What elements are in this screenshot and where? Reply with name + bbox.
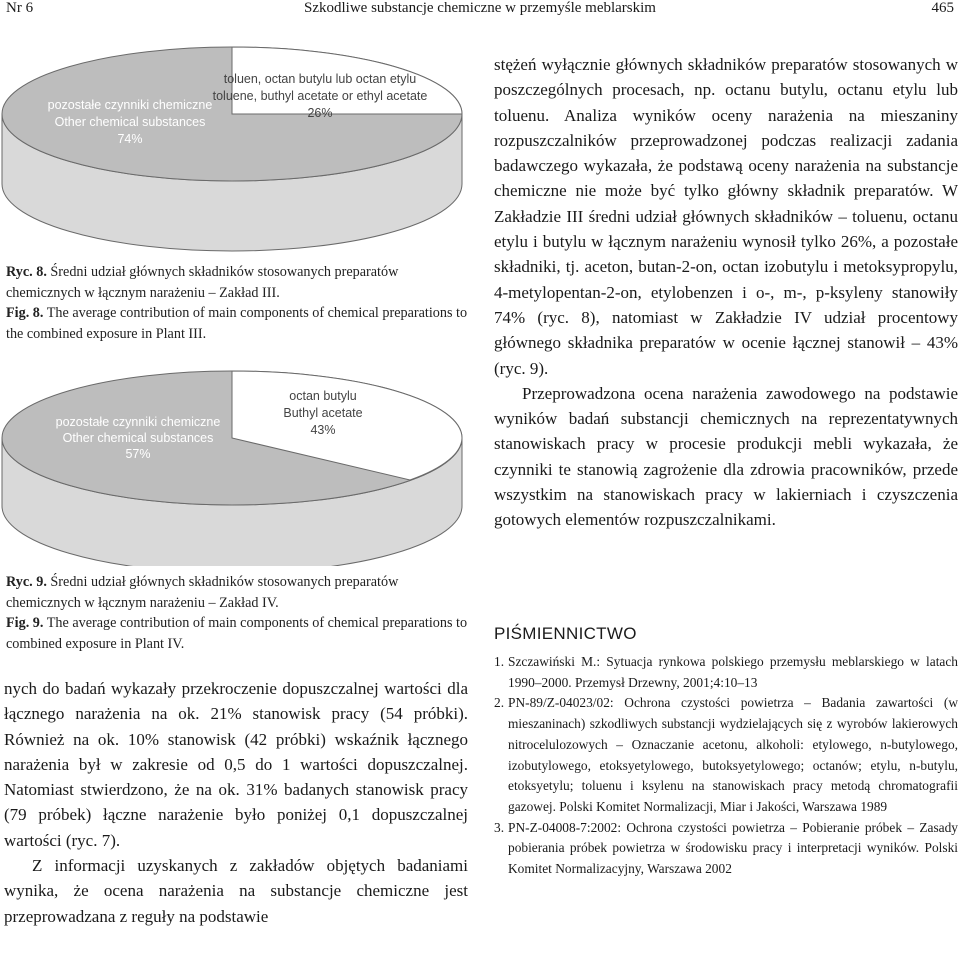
reference-number: 1. <box>494 654 505 669</box>
reference-item <box>494 693 958 817</box>
fig8-label-other-en: Other chemical substances <box>54 115 206 129</box>
fig9-label-main-pl: octan butylu <box>289 389 357 403</box>
fig9-caption-pl <box>6 572 468 613</box>
references-heading: PIŚMIENNICTWO <box>494 624 637 643</box>
fig8-label-main-pl: toluen, octan butylu lub octan etylu <box>223 72 417 86</box>
fig8-caption-en <box>6 303 468 344</box>
right-column-text <box>494 52 958 533</box>
page-number: 465 <box>931 0 954 16</box>
fig9-pie-chart <box>0 366 470 566</box>
fig8-tag-pl: Ryc. 8. <box>6 264 47 280</box>
right-paragraph-2: Przeprowadzona ocena narażenia zawodowego na podstawie wyników badań substancji chemicznych na reprezentatywnych stanowiskach pracy w procesie produkcji mebli wykazała, że czynniki te stanowią zagrożenie dla zdrowia pracowników, przede wszystkim na stanowiskach pracy w lakierniach i czyszczenia gotowych elementów rozpuszczalnikami. <box>494 383 958 530</box>
fig8-text-en: The average contribution of main components of chemical preparations to the combined exposure in Plant III. <box>6 305 468 342</box>
issue-number: Nr 6 <box>6 0 34 16</box>
right-paragraph-1: stężeń wyłącznie głównych składników preparatów stosowanych w poszczególnych procesach, np. octanu butylu, octanu etylu lub toluenu. Analiza wyników oceny narażenia na mieszaniny rozpuszczalników przeprowadzonej podczas realizacji zadania badawczego wykazała, że podstawą oceny narażenia na substancje chemiczne nie może być tylko główny składnik preparatów. W Zakładzie III średni udział głównych składników – toluenu, octanu etylu i butylu w łącznym narażeniu wynosił tylko 26%, a pozostałe składniki, tj. aceton, butan-2-on, octan izobutylu i metoksypropylu, 4-metylopentan-2-on, etylobenzen i o-, m-, p-ksyleny stanowiły 74% (ryc. 8), natomiast w Zakładzie IV udział procentowy głównego składnika preparatów w ocenie łącznej stanowił – 43% (ryc. 9). <box>494 55 958 378</box>
left-paragraph-1: nych do badań wykazały przekroczenie dopuszczalnej wartości dla łącznego narażenia na ok. 21% stanowisk pracy (54 próbki). Również na ok. 10% stanowisk (42 próbki) wskaźnik łącznego narażenia był w zakresie od 0,5 do 1 wartości dopuszczalnej. Natomiast stwierdzono, że na ok. 31% badanych stanowisk pracy (79 próbek) łączne narażenie było poniżej 0,1 dopuszczalnej wartości (ryc. 7). <box>4 679 468 850</box>
fig9-label-other-pl: pozostałe czynniki chemiczne <box>55 415 221 429</box>
left-column-text <box>4 676 468 929</box>
fig8-label-other-pl: pozostałe czynniki chemiczne <box>47 98 213 112</box>
reference-text: Szczawiński M.: Sytuacja rynkowa polskiego przemysłu meblarskiego w latach 1990–2000. Przemysł Drzewny, 2001;4:10–13 <box>508 654 958 690</box>
fig9-caption <box>6 572 468 654</box>
fig9-label-main-en: Buthyl acetate <box>283 406 363 420</box>
fig8-label-other-value: 74% <box>117 132 143 146</box>
fig8-tag-en: Fig. 8. <box>6 305 44 321</box>
fig9-tag-en: Fig. 9. <box>6 615 44 631</box>
reference-text: PN-89/Z-04023/02: Ochrona czystości powietrza – Badania zawartości (w mieszaninach) szkodliwych substancji wydzielających się z wyrobów lakierowych nitrocelulozowych – Oznaczanie acetonu, alkoholi: etylowego, n-butylowego, izobutylowego, etoksyetylowego, butoksyetylowego; octanów; etylu, n-butylu, etoksyetylu; toluenu i ksylenu na stanowiskach pracy metodą chromatografii gazowej. Polski Komitet Normalizacji, Miar i Jakości, Warszawa 1989 <box>508 695 958 814</box>
left-paragraph-2: Z informacji uzyskanych z zakładów objętych badaniami wynika, że ocena narażenia na substancje chemiczne jest przeprowadzana z reguły na podstawie <box>4 856 468 926</box>
fig8-caption-pl <box>6 262 468 303</box>
reference-number: 2. <box>494 695 505 711</box>
fig9-label-other-en: Other chemical substances <box>62 431 214 445</box>
references-list <box>494 652 958 880</box>
reference-item <box>494 818 958 880</box>
fig9-label-other-value: 57% <box>125 447 151 461</box>
fig9-label-main-value: 43% <box>310 423 336 437</box>
fig8-label-main-value: 26% <box>307 106 333 120</box>
fig9-caption-en <box>6 613 468 654</box>
reference-item <box>494 652 958 693</box>
running-title: Szkodliwe substancje chemiczne w przemyśle meblarskim <box>304 0 656 16</box>
fig8-label-main-en: toluene, buthyl acetate or ethyl acetate <box>212 89 428 103</box>
fig9-tag-pl: Ryc. 9. <box>6 574 47 590</box>
reference-text: PN-Z-04008-7:2002: Ochrona czystości powietrza – Pobieranie próbek – Zasady pobierania próbek powietrza w środowisku pracy i interpretacji wyników. Polski Komitet Normalizacyjny, Warszawa 2002 <box>508 819 958 877</box>
fig9-text-en: The average contribution of main components of chemical preparations to combined exposure in Plant IV. <box>6 615 468 652</box>
fig8-pie-chart <box>0 42 470 254</box>
running-header <box>0 0 960 20</box>
fig8-caption <box>6 262 468 344</box>
fig8-text-pl: Średni udział głównych składników stosowanych preparatów chemicznych w łącznym narażeniu – Zakład III. <box>6 264 399 301</box>
fig9-text-pl: Średni udział głównych składników stosowanych preparatów chemicznych w łącznym narażeniu – Zakład IV. <box>6 574 399 611</box>
reference-number: 3. <box>494 819 505 835</box>
